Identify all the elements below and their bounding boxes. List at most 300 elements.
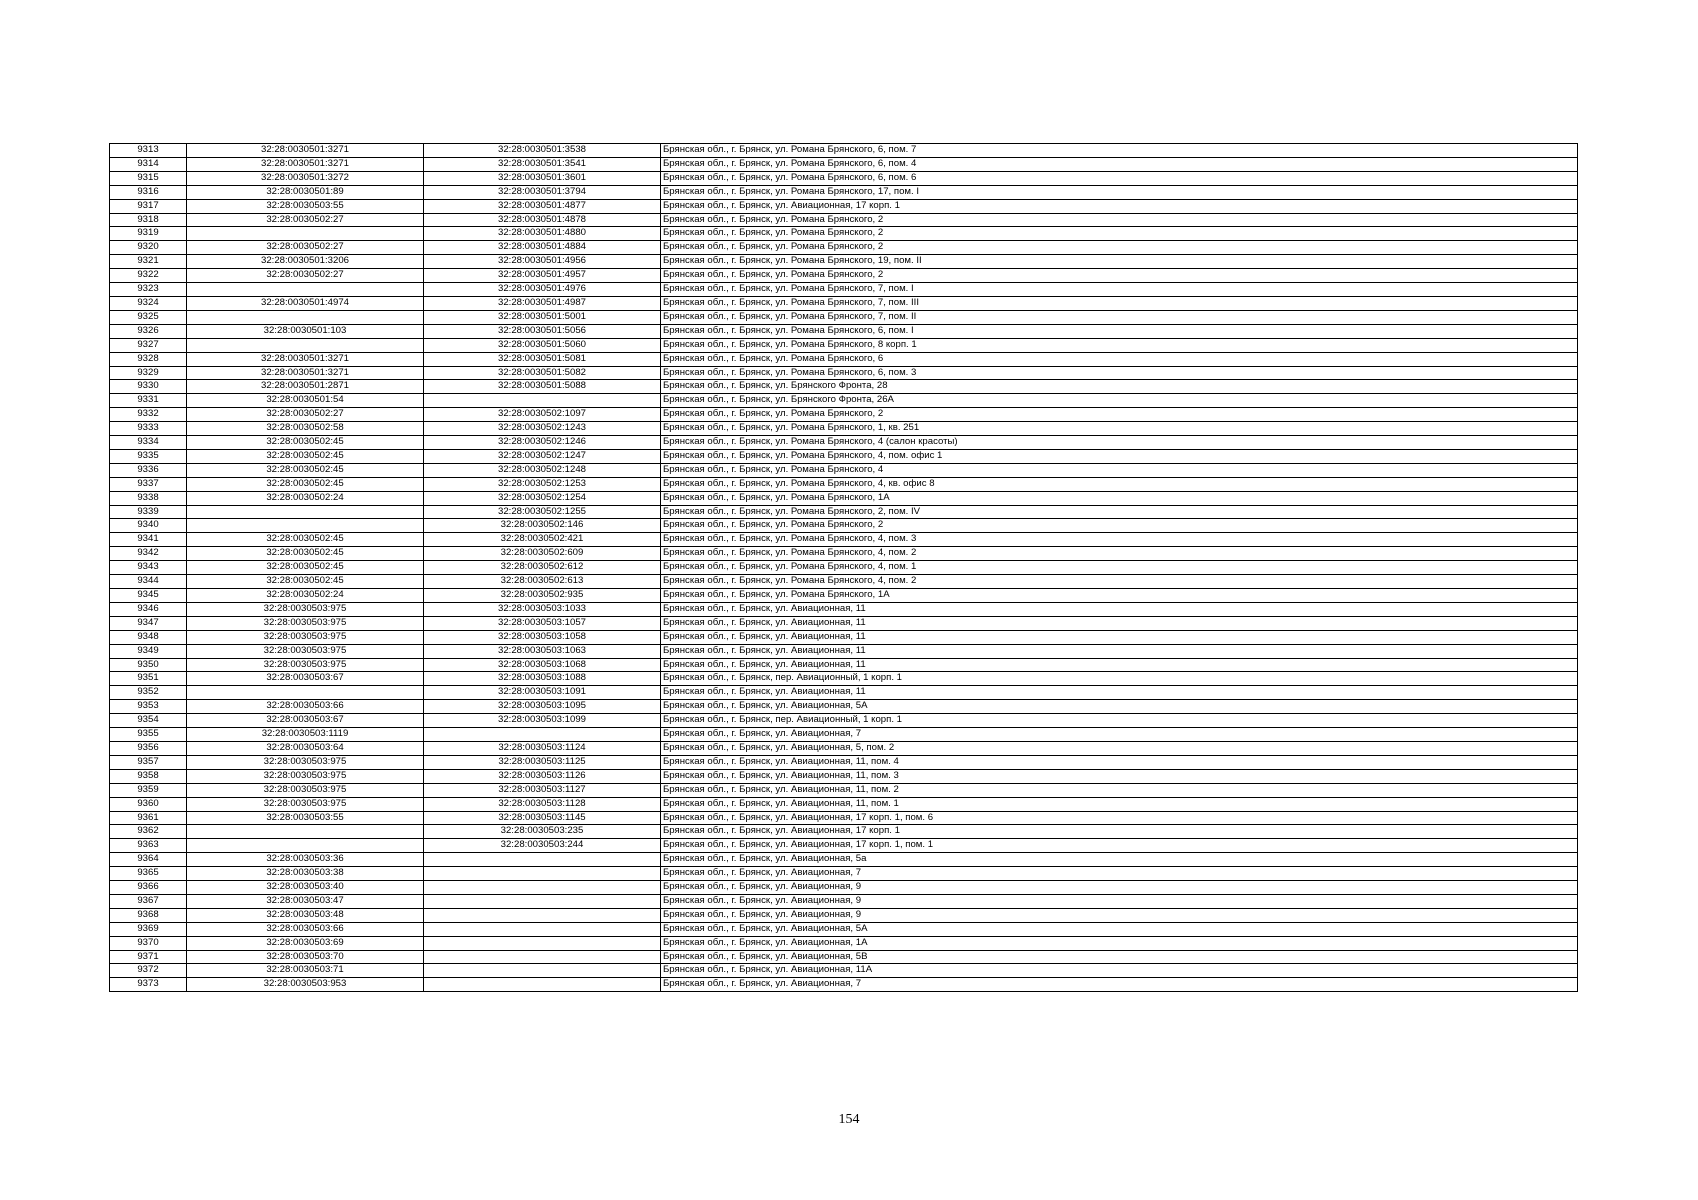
address-cell: Брянская обл., г. Брянск, ул. Романа Брянского, 17, пом. I [661,185,1578,199]
row-number-cell: 9325 [110,310,187,324]
parcel-number-cell [187,338,424,352]
row-number-cell: 9320 [110,241,187,255]
row-number-cell: 9323 [110,283,187,297]
parcel-number-cell: 32:28:0030501:4974 [187,296,424,310]
row-number-cell: 9368 [110,908,187,922]
object-number-cell: 32:28:0030502:421 [424,533,661,547]
object-number-cell: 32:28:0030503:244 [424,839,661,853]
address-cell: Брянская обл., г. Брянск, ул. Романа Брянского, 7, пом. I [661,283,1578,297]
table-row [110,477,1578,491]
table-row [110,241,1578,255]
table-row [110,853,1578,867]
row-number-cell: 9357 [110,755,187,769]
address-cell: Брянская обл., г. Брянск, ул. Авиационная, 17 корп. 1, пом. 6 [661,811,1578,825]
object-number-cell: 32:28:0030502:1243 [424,422,661,436]
address-cell: Брянская обл., г. Брянск, ул. Авиационная, 9 [661,881,1578,895]
address-cell: Брянская обл., г. Брянск, ул. Романа Брянского, 19, пом. II [661,255,1578,269]
address-cell: Брянская обл., г. Брянск, ул. Авиационная, 5а [661,853,1578,867]
object-number-cell: 32:28:0030503:1128 [424,797,661,811]
object-number-cell: 32:28:0030502:1248 [424,463,661,477]
object-number-cell [424,950,661,964]
parcel-number-cell: 32:28:0030503:975 [187,797,424,811]
table-row [110,978,1578,992]
row-number-cell: 9350 [110,658,187,672]
table-row [110,436,1578,450]
row-number-cell: 9333 [110,422,187,436]
parcel-number-cell: 32:28:0030503:64 [187,741,424,755]
object-number-cell [424,394,661,408]
object-number-cell: 32:28:0030503:1068 [424,658,661,672]
table-row [110,394,1578,408]
row-number-cell: 9327 [110,338,187,352]
parcel-number-cell: 32:28:0030501:3271 [187,144,424,158]
parcel-number-cell: 32:28:0030501:2871 [187,380,424,394]
object-number-cell [424,922,661,936]
parcel-number-cell [187,505,424,519]
object-number-cell: 32:28:0030503:1124 [424,741,661,755]
table-row [110,283,1578,297]
row-number-cell: 9319 [110,227,187,241]
parcel-number-cell: 32:28:0030503:38 [187,867,424,881]
row-number-cell: 9316 [110,185,187,199]
parcel-number-cell: 32:28:0030501:3271 [187,352,424,366]
table-row [110,672,1578,686]
address-cell: Брянская обл., г. Брянск, ул. Авиационная, 11, пом. 4 [661,755,1578,769]
object-number-cell: 32:28:0030501:3541 [424,157,661,171]
object-number-cell [424,978,661,992]
row-number-cell: 9356 [110,741,187,755]
row-number-cell: 9315 [110,171,187,185]
address-cell: Брянская обл., г. Брянск, ул. Авиационная, 17 корп. 1 [661,199,1578,213]
address-cell: Брянская обл., г. Брянск, ул. Романа Брянского, 6 [661,352,1578,366]
row-number-cell: 9348 [110,630,187,644]
address-cell: Брянская обл., г. Брянск, ул. Авиационная, 11 [661,630,1578,644]
address-cell: Брянская обл., г. Брянск, ул. Романа Брянского, 2 [661,227,1578,241]
table-row [110,380,1578,394]
object-number-cell: 32:28:0030503:1126 [424,769,661,783]
parcel-number-cell: 32:28:0030503:1119 [187,728,424,742]
object-number-cell: 32:28:0030503:1091 [424,686,661,700]
parcel-number-cell: 32:28:0030503:55 [187,811,424,825]
parcel-number-cell: 32:28:0030501:54 [187,394,424,408]
object-number-cell [424,964,661,978]
address-cell: Брянская обл., г. Брянск, ул. Авиационная, 11 [661,644,1578,658]
table-row [110,783,1578,797]
table-row [110,296,1578,310]
row-number-cell: 9318 [110,213,187,227]
row-number-cell: 9363 [110,839,187,853]
object-number-cell: 32:28:0030502:1247 [424,449,661,463]
page-number: 154 [838,1112,860,1127]
table-row [110,519,1578,533]
row-number-cell: 9367 [110,894,187,908]
address-cell: Брянская обл., г. Брянск, ул. Романа Брянского, 7, пом. III [661,296,1578,310]
address-cell: Брянская обл., г. Брянск, ул. Романа Брянского, 1А [661,589,1578,603]
parcel-number-cell: 32:28:0030503:55 [187,199,424,213]
table-row [110,491,1578,505]
row-number-cell: 9336 [110,463,187,477]
table-row [110,811,1578,825]
address-cell: Брянская обл., г. Брянск, ул. Романа Брянского, 6, пом. 4 [661,157,1578,171]
object-number-cell: 32:28:0030503:1063 [424,644,661,658]
address-cell: Брянская обл., г. Брянск, ул. Авиационная, 11А [661,964,1578,978]
table-row [110,324,1578,338]
table-row [110,881,1578,895]
row-number-cell: 9313 [110,144,187,158]
address-cell: Брянская обл., г. Брянск, пер. Авиационный, 1 корп. 1 [661,714,1578,728]
object-number-cell: 32:28:0030502:609 [424,547,661,561]
object-number-cell: 32:28:0030501:5081 [424,352,661,366]
parcel-number-cell: 32:28:0030503:67 [187,714,424,728]
parcel-number-cell: 32:28:0030503:69 [187,936,424,950]
row-number-cell: 9330 [110,380,187,394]
address-cell: Брянская обл., г. Брянск, ул. Брянского Фронта, 26А [661,394,1578,408]
object-number-cell: 32:28:0030503:1033 [424,602,661,616]
table-row [110,366,1578,380]
object-number-cell [424,881,661,895]
parcel-number-cell: 32:28:0030502:24 [187,491,424,505]
row-number-cell: 9370 [110,936,187,950]
parcel-number-cell [187,839,424,853]
table-row [110,755,1578,769]
row-number-cell: 9345 [110,589,187,603]
row-number-cell: 9324 [110,296,187,310]
table-row [110,213,1578,227]
table-row [110,171,1578,185]
object-number-cell: 32:28:0030501:4976 [424,283,661,297]
table-row [110,894,1578,908]
row-number-cell: 9359 [110,783,187,797]
row-number-cell: 9364 [110,853,187,867]
address-cell: Брянская обл., г. Брянск, ул. Авиационная, 11, пом. 3 [661,769,1578,783]
row-number-cell: 9373 [110,978,187,992]
address-cell: Брянская обл., г. Брянск, ул. Романа Брянского, 4 [661,463,1578,477]
parcel-number-cell: 32:28:0030503:40 [187,881,424,895]
address-cell: Брянская обл., г. Брянск, ул. Авиационная, 11, пом. 1 [661,797,1578,811]
object-number-cell [424,936,661,950]
parcel-number-cell: 32:28:0030501:3272 [187,171,424,185]
table-row [110,352,1578,366]
address-cell: Брянская обл., г. Брянск, ул. Авиационная, 7 [661,978,1578,992]
address-cell: Брянская обл., г. Брянск, ул. Романа Брянского, 6, пом. 7 [661,144,1578,158]
table-row [110,908,1578,922]
parcel-number-cell: 32:28:0030501:103 [187,324,424,338]
address-cell: Брянская обл., г. Брянск, пер. Авиационный, 1 корп. 1 [661,672,1578,686]
table-row [110,422,1578,436]
row-number-cell: 9353 [110,700,187,714]
object-number-cell [424,867,661,881]
parcel-number-cell: 32:28:0030503:975 [187,630,424,644]
row-number-cell: 9317 [110,199,187,213]
row-number-cell: 9341 [110,533,187,547]
object-number-cell: 32:28:0030501:4884 [424,241,661,255]
row-number-cell: 9361 [110,811,187,825]
object-number-cell: 32:28:0030502:612 [424,561,661,575]
table-row [110,338,1578,352]
parcel-number-cell: 32:28:0030501:89 [187,185,424,199]
address-cell: Брянская обл., г. Брянск, ул. Авиационная, 11 [661,616,1578,630]
table-row [110,463,1578,477]
parcel-number-cell: 32:28:0030502:45 [187,477,424,491]
address-cell: Брянская обл., г. Брянск, ул. Романа Брянского, 7, пом. II [661,310,1578,324]
table-row [110,408,1578,422]
parcel-number-cell [187,686,424,700]
parcel-number-cell: 32:28:0030503:975 [187,755,424,769]
object-number-cell: 32:28:0030503:1145 [424,811,661,825]
parcel-number-cell: 32:28:0030502:27 [187,213,424,227]
parcel-number-cell [187,310,424,324]
row-number-cell: 9322 [110,269,187,283]
address-cell: Брянская обл., г. Брянск, ул. Романа Брянского, 2 [661,241,1578,255]
address-cell: Брянская обл., г. Брянск, ул. Авиационная, 9 [661,894,1578,908]
table-row [110,728,1578,742]
object-number-cell: 32:28:0030502:613 [424,575,661,589]
object-number-cell: 32:28:0030501:4957 [424,269,661,283]
table-row [110,825,1578,839]
row-number-cell: 9372 [110,964,187,978]
parcel-number-cell: 32:28:0030502:45 [187,449,424,463]
address-cell: Брянская обл., г. Брянск, ул. Романа Брянского, 2 [661,269,1578,283]
table-row [110,269,1578,283]
table-row [110,561,1578,575]
row-number-cell: 9346 [110,602,187,616]
object-number-cell: 32:28:0030501:4880 [424,227,661,241]
row-number-cell: 9338 [110,491,187,505]
parcel-number-cell: 32:28:0030503:953 [187,978,424,992]
parcel-number-cell: 32:28:0030503:70 [187,950,424,964]
row-number-cell: 9352 [110,686,187,700]
object-number-cell [424,908,661,922]
table-row [110,255,1578,269]
object-number-cell: 32:28:0030503:1099 [424,714,661,728]
row-number-cell: 9360 [110,797,187,811]
row-number-cell: 9354 [110,714,187,728]
row-number-cell: 9334 [110,436,187,450]
row-number-cell: 9343 [110,561,187,575]
table-row [110,797,1578,811]
parcel-number-cell: 32:28:0030503:975 [187,783,424,797]
registry-table [109,143,1578,992]
table-row [110,867,1578,881]
object-number-cell: 32:28:0030503:235 [424,825,661,839]
parcel-number-cell [187,825,424,839]
row-number-cell: 9351 [110,672,187,686]
object-number-cell: 32:28:0030503:1057 [424,616,661,630]
address-cell: Брянская обл., г. Брянск, ул. Авиационная, 17 корп. 1, пом. 1 [661,839,1578,853]
table-row [110,533,1578,547]
row-number-cell: 9344 [110,575,187,589]
row-number-cell: 9342 [110,547,187,561]
address-cell: Брянская обл., г. Брянск, ул. Авиационная, 17 корп. 1 [661,825,1578,839]
object-number-cell [424,894,661,908]
parcel-number-cell: 32:28:0030502:58 [187,422,424,436]
row-number-cell: 9339 [110,505,187,519]
table-row [110,922,1578,936]
address-cell: Брянская обл., г. Брянск, ул. Авиационная, 11 [661,602,1578,616]
address-cell: Брянская обл., г. Брянск, ул. Авиационная, 9 [661,908,1578,922]
row-number-cell: 9347 [110,616,187,630]
parcel-number-cell: 32:28:0030502:45 [187,533,424,547]
row-number-cell: 9337 [110,477,187,491]
object-number-cell: 32:28:0030501:3538 [424,144,661,158]
address-cell: Брянская обл., г. Брянск, ул. Авиационная, 11 [661,686,1578,700]
object-number-cell: 32:28:0030502:935 [424,589,661,603]
table-row [110,589,1578,603]
parcel-number-cell [187,519,424,533]
object-number-cell: 32:28:0030502:1097 [424,408,661,422]
row-number-cell: 9326 [110,324,187,338]
parcel-number-cell: 32:28:0030503:67 [187,672,424,686]
object-number-cell [424,728,661,742]
table-row [110,644,1578,658]
object-number-cell [424,853,661,867]
address-cell: Брянская обл., г. Брянск, ул. Романа Брянского, 2, пом. IV [661,505,1578,519]
object-number-cell: 32:28:0030501:5082 [424,366,661,380]
address-cell: Брянская обл., г. Брянск, ул. Романа Брянского, 6, пом. 3 [661,366,1578,380]
parcel-number-cell: 32:28:0030503:975 [187,602,424,616]
address-cell: Брянская обл., г. Брянск, ул. Романа Брянского, 8 корп. 1 [661,338,1578,352]
address-cell: Брянская обл., г. Брянск, ул. Авиационная, 5В [661,950,1578,964]
table-row [110,630,1578,644]
table-row [110,964,1578,978]
address-cell: Брянская обл., г. Брянск, ул. Романа Брянского, 4, пом. офис 1 [661,449,1578,463]
parcel-number-cell: 32:28:0030501:3206 [187,255,424,269]
table-row [110,714,1578,728]
address-cell: Брянская обл., г. Брянск, ул. Романа Брянского, 4, пом. 2 [661,547,1578,561]
row-number-cell: 9340 [110,519,187,533]
object-number-cell: 32:28:0030502:1255 [424,505,661,519]
parcel-number-cell: 32:28:0030503:48 [187,908,424,922]
parcel-number-cell: 32:28:0030503:975 [187,616,424,630]
address-cell: Брянская обл., г. Брянск, ул. Авиационная, 7 [661,728,1578,742]
object-number-cell: 32:28:0030502:146 [424,519,661,533]
parcel-number-cell: 32:28:0030502:45 [187,463,424,477]
address-cell: Брянская обл., г. Брянск, ул. Авиационная, 5, пом. 2 [661,741,1578,755]
row-number-cell: 9358 [110,769,187,783]
parcel-number-cell: 32:28:0030503:66 [187,922,424,936]
address-cell: Брянская обл., г. Брянск, ул. Авиационная, 11, пом. 2 [661,783,1578,797]
address-cell: Брянская обл., г. Брянск, ул. Романа Брянского, 2 [661,519,1578,533]
object-number-cell: 32:28:0030501:4987 [424,296,661,310]
object-number-cell: 32:28:0030501:5060 [424,338,661,352]
object-number-cell: 32:28:0030502:1246 [424,436,661,450]
row-number-cell: 9366 [110,881,187,895]
table-row [110,741,1578,755]
object-number-cell: 32:28:0030503:1088 [424,672,661,686]
address-cell: Брянская обл., г. Брянск, ул. Брянского Фронта, 28 [661,380,1578,394]
table-row [110,185,1578,199]
address-cell: Брянская обл., г. Брянск, ул. Романа Брянского, 4, кв. офис 8 [661,477,1578,491]
address-cell: Брянская обл., г. Брянск, ул. Романа Брянского, 4 (салон красоты) [661,436,1578,450]
row-number-cell: 9332 [110,408,187,422]
parcel-number-cell [187,227,424,241]
row-number-cell: 9371 [110,950,187,964]
parcel-number-cell: 32:28:0030503:975 [187,769,424,783]
object-number-cell: 32:28:0030502:1254 [424,491,661,505]
address-cell: Брянская обл., г. Брянск, ул. Романа Брянского, 2 [661,408,1578,422]
row-number-cell: 9365 [110,867,187,881]
table-row [110,575,1578,589]
table-row [110,936,1578,950]
table-row [110,839,1578,853]
table-row [110,227,1578,241]
object-number-cell: 32:28:0030503:1095 [424,700,661,714]
row-number-cell: 9362 [110,825,187,839]
parcel-number-cell: 32:28:0030501:3271 [187,157,424,171]
object-number-cell: 32:28:0030503:1127 [424,783,661,797]
row-number-cell: 9369 [110,922,187,936]
object-number-cell: 32:28:0030502:1253 [424,477,661,491]
table-row [110,449,1578,463]
row-number-cell: 9328 [110,352,187,366]
object-number-cell: 32:28:0030501:5088 [424,380,661,394]
address-cell: Брянская обл., г. Брянск, ул. Романа Брянского, 1, кв. 251 [661,422,1578,436]
table-row [110,199,1578,213]
table-row [110,658,1578,672]
object-number-cell: 32:28:0030503:1058 [424,630,661,644]
table-row [110,602,1578,616]
table-row [110,686,1578,700]
row-number-cell: 9335 [110,449,187,463]
row-number-cell: 9355 [110,728,187,742]
address-cell: Брянская обл., г. Брянск, ул. Романа Брянского, 2 [661,213,1578,227]
object-number-cell: 32:28:0030501:5001 [424,310,661,324]
parcel-number-cell: 32:28:0030503:36 [187,853,424,867]
parcel-number-cell: 32:28:0030503:71 [187,964,424,978]
table-row [110,157,1578,171]
table-row [110,310,1578,324]
address-cell: Брянская обл., г. Брянск, ул. Романа Брянского, 4, пом. 1 [661,561,1578,575]
table-row [110,144,1578,158]
parcel-number-cell: 32:28:0030502:45 [187,561,424,575]
address-cell: Брянская обл., г. Брянск, ул. Авиационная, 1А [661,936,1578,950]
row-number-cell: 9329 [110,366,187,380]
parcel-number-cell: 32:28:0030503:47 [187,894,424,908]
table-row [110,700,1578,714]
parcel-number-cell: 32:28:0030502:27 [187,408,424,422]
table-row [110,547,1578,561]
object-number-cell: 32:28:0030501:3601 [424,171,661,185]
parcel-number-cell: 32:28:0030502:45 [187,436,424,450]
table-row [110,769,1578,783]
table-row [110,616,1578,630]
row-number-cell: 9349 [110,644,187,658]
address-cell: Брянская обл., г. Брянск, ул. Авиационная, 5А [661,922,1578,936]
object-number-cell: 32:28:0030503:1125 [424,755,661,769]
address-cell: Брянская обл., г. Брянск, ул. Романа Брянского, 6, пом. 6 [661,171,1578,185]
address-cell: Брянская обл., г. Брянск, ул. Романа Брянского, 4, пом. 3 [661,533,1578,547]
address-cell: Брянская обл., г. Брянск, ул. Романа Брянского, 1А [661,491,1578,505]
parcel-number-cell: 32:28:0030502:45 [187,575,424,589]
row-number-cell: 9331 [110,394,187,408]
parcel-number-cell: 32:28:0030503:975 [187,644,424,658]
address-cell: Брянская обл., г. Брянск, ул. Романа Брянского, 4, пом. 2 [661,575,1578,589]
object-number-cell: 32:28:0030501:3794 [424,185,661,199]
object-number-cell: 32:28:0030501:4956 [424,255,661,269]
parcel-number-cell: 32:28:0030503:66 [187,700,424,714]
parcel-number-cell: 32:28:0030503:975 [187,658,424,672]
address-cell: Брянская обл., г. Брянск, ул. Романа Брянского, 6, пом. I [661,324,1578,338]
address-cell: Брянская обл., г. Брянск, ул. Авиационная, 5А [661,700,1578,714]
address-cell: Брянская обл., г. Брянск, ул. Авиационная, 11 [661,658,1578,672]
registry-table-body [110,144,1578,992]
object-number-cell: 32:28:0030501:4878 [424,213,661,227]
parcel-number-cell: 32:28:0030501:3271 [187,366,424,380]
parcel-number-cell: 32:28:0030502:27 [187,241,424,255]
object-number-cell: 32:28:0030501:4877 [424,199,661,213]
parcel-number-cell: 32:28:0030502:27 [187,269,424,283]
row-number-cell: 9314 [110,157,187,171]
